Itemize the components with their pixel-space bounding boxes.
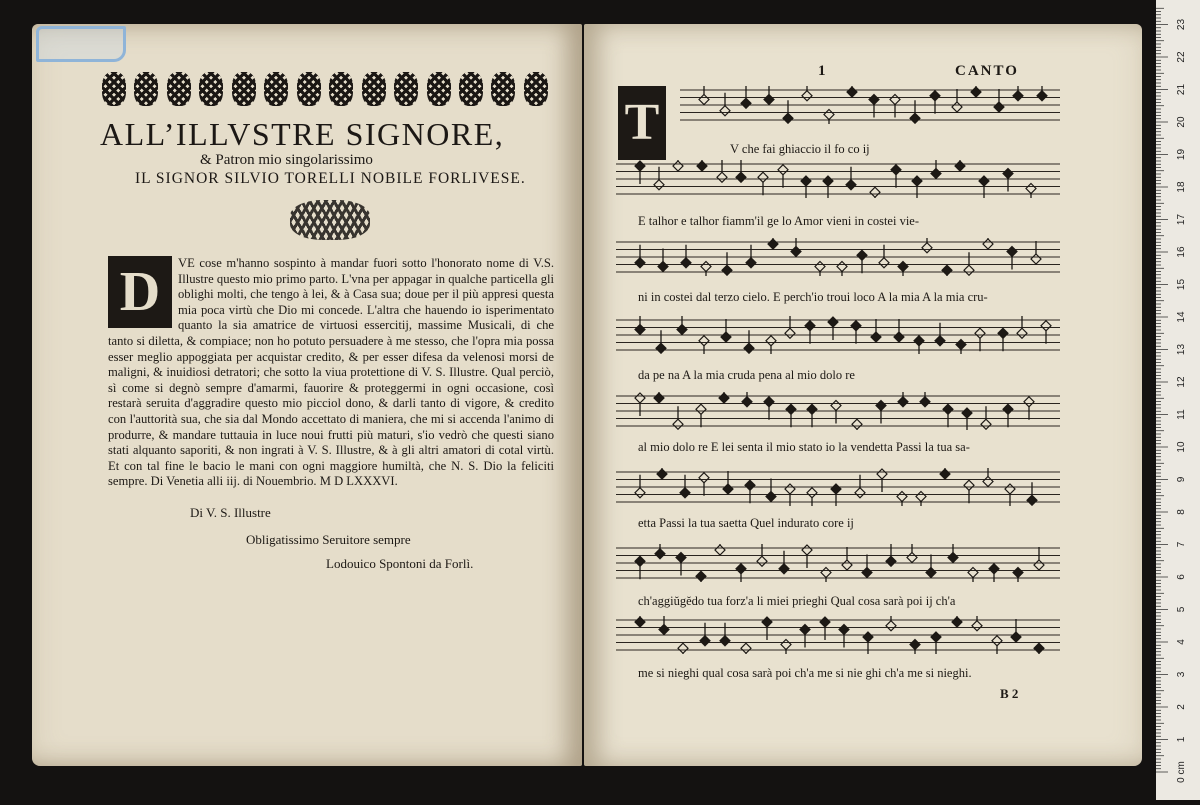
music-staff — [616, 160, 1060, 198]
ruler-label: 15 — [1176, 278, 1187, 291]
ruler-label: 21 — [1176, 83, 1187, 96]
ruler-label: 4 — [1176, 639, 1187, 645]
dropcap-d: D — [108, 256, 172, 328]
lyric-line: V che fai ghiaccio il fo co ij — [730, 142, 870, 156]
ruler-label: 5 — [1176, 606, 1187, 613]
dropcap-t: T — [618, 86, 666, 160]
lyric-line: da pe na A la mia cruda pena al mio dolo re — [638, 368, 855, 382]
ruler-label: 2 — [1176, 704, 1187, 710]
ruler-label: 0 cm — [1176, 761, 1187, 783]
music-staff — [616, 544, 1060, 582]
signature-line-2: Obligatissimo Seruitore sempre — [246, 532, 411, 547]
ruler-label: 20 — [1176, 116, 1187, 128]
dedication-subtitle: & Patron mio singolarissimo — [200, 152, 373, 168]
part-label: CANTO — [955, 63, 1019, 79]
ruler-label: 10 — [1176, 441, 1187, 453]
blue-corner-tab — [36, 26, 126, 62]
signature-line-1: Di V. S. Illustre — [190, 505, 271, 520]
ruler-label: 22 — [1176, 51, 1187, 63]
music-staff — [616, 468, 1060, 506]
ruler-label: 1 — [1176, 736, 1187, 743]
ruler-label: 11 — [1176, 409, 1187, 420]
ruler-label: 6 — [1176, 574, 1187, 580]
ruler-label: 7 — [1176, 541, 1187, 548]
ruler-label: 13 — [1176, 343, 1187, 356]
page-number: 1 — [818, 63, 826, 79]
music-staff — [616, 392, 1060, 430]
ruler-label: 18 — [1176, 181, 1187, 193]
lyric-line: E talhor e talhor fiamm'il ge lo Amor vieni in costei vie- — [638, 214, 919, 228]
dedication-letter — [108, 256, 554, 490]
ruler-label: 12 — [1176, 376, 1187, 388]
letter-text: VE cose m'hanno sospinto à mandar fuori sotto l'honorato nome di V.S. Illustre questo mio primo parto. L'vna per appagar in qualche particella gli oblighi molti, che tengo à lei, & à Casa sua; doue per il più appresi questa mia poca virtù che Dio mi concede. L'altra che hauendo io isperimentato quanto la sia amatrice de virtuosi essercitij, massime Musicali, di che tanto si diletta, & compiace; non ho potuto persuadere à me stesso, che l'opra mia possa esser meglio appoggiata per acquistar credito, & per esser difesa da velenosi morsi de maligni, & inuidiosi detratori; che sotto la viua protettione di V. S. Illustre. Qual perciò, sì come si degnò sempre d'amarmi, fauorire & proteggermi in ogni occasione, così restarà seruita d'aggradire questo mio picciol dono, & darli tanto di vigore, & credito con l'auttorità sua, che sia dal Mondo accettato di maniera, che mi si accenda l'animo di produrre, & mandare tuttauia in luce noui frutti più maturi, s'io vedrò che questi siano stati alquanto saporiti, & non ingrati à V. S. Illustre, & à gli altri amatori di cotal virtù. Et con tal fine le bacio le mani con ogni maggiore humiltà, che N. S. Dio la feliciti sempre. Di Venetia alli iij. di Nouembrio. M D LXXXVI. — [108, 256, 554, 489]
ruler-label: 23 — [1176, 18, 1187, 31]
music-staff — [616, 616, 1060, 654]
dedicatee-name: IL SIGNOR SILVIO TORELLI NOBILE FORLIVESE. — [135, 170, 526, 187]
ruler-label: 8 — [1176, 509, 1187, 515]
lyric-line: ch'aggiŭgĕdo tua forz'a li miei prieghi Qual cosa sarà poi ij ch'a — [638, 594, 956, 608]
measuring-ruler — [1156, 0, 1200, 800]
music-staff — [680, 86, 1060, 124]
ruler-label: 17 — [1176, 213, 1187, 226]
ruler-label: 9 — [1176, 476, 1187, 483]
ruler-label: 16 — [1176, 246, 1187, 258]
ruler-label: 14 — [1176, 311, 1187, 323]
music-staff — [616, 238, 1060, 276]
music-staff — [616, 316, 1060, 354]
lyric-line: me si nieghi qual cosa sarà poi ch'a me si nie ghi ch'a me si nieghi. — [638, 666, 972, 680]
small-ornament — [290, 200, 370, 240]
signature-mark: B 2 — [1000, 686, 1019, 701]
signature-line-3: Lodouico Spontoni da Forlì. — [326, 556, 474, 571]
header-ornament-band — [100, 70, 550, 110]
lyric-line: etta Passi la tua saetta Quel indurato core ij — [638, 516, 854, 530]
ruler-label: 3 — [1176, 671, 1187, 678]
dedication-title: ALL’ILLVSTRE SIGNORE, — [100, 116, 505, 152]
lyric-line: ni in costei dal terzo cielo. E perch'io troui loco A la mia A la mia cru- — [638, 290, 988, 304]
ruler-label: 19 — [1176, 148, 1187, 161]
lyric-line: al mio dolo re E lei senta il mio stato io la vendetta Passi la tua sa- — [638, 440, 970, 454]
